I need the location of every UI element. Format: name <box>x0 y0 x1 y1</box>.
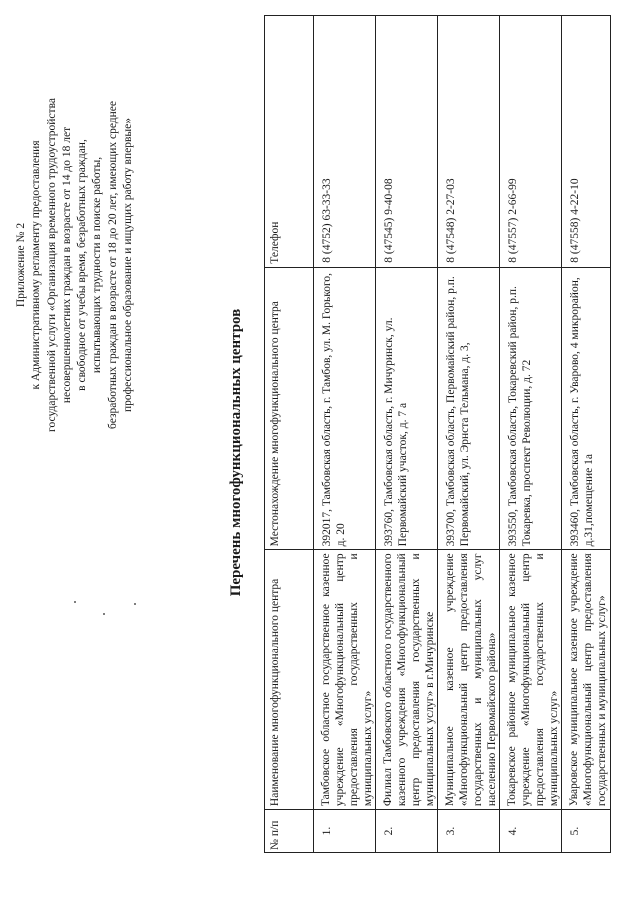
center-address: 392017, Тамбовская область, г. Тамбов, ул. М. Горького, д. 20 <box>314 267 376 550</box>
appendix-line: государственной услуги «Организация временного трудоустройства <box>45 98 58 432</box>
center-phone: 8 (47557) 2-66-99 <box>500 16 562 268</box>
scan-speck <box>103 613 105 615</box>
center-name: Уваровское муниципальное казенное учреждение «Многофункциональный центр предоставления государственных и муниципальных услуг» <box>562 550 611 810</box>
center-phone: 8 (47548) 2-27-03 <box>438 16 500 268</box>
column-header-name: Наименование многофункционального центра <box>265 550 314 810</box>
center-name: Филиал Тамбовского областного государственного казенного учреждения «Многофункциональный центр предоставления государственных и муниципальных услуг» в г.Мичуринске <box>376 550 438 810</box>
table-row <box>500 16 562 853</box>
table-row <box>438 16 500 853</box>
center-address: 393550, Тамбовская область, Токаревский район, р.п. Токаревка, проспект Революции, д. 72 <box>500 267 562 550</box>
row-number: 5. <box>562 810 611 853</box>
center-phone: 8 (47545) 9-40-08 <box>376 16 438 268</box>
page-title: Перечень многофункциональных центров <box>228 308 244 597</box>
appendix-line: профессиональное образование и ищущих работу впервые» <box>122 118 135 413</box>
row-number: 1. <box>314 810 376 853</box>
table-row <box>314 16 376 853</box>
center-address: 393460, Тамбовская область, г. Уварово, 4 микрорайон, д.31,помещение 1а <box>562 267 611 550</box>
center-address: 393700, Тамбовская область, Первомайский район, р.п. Первомайский, ул. Эрнста Тельмана, д. 3, <box>438 267 500 550</box>
appendix-line: испытывающих трудности в поиске работы, <box>91 156 104 374</box>
column-header-phone: Телефон <box>265 16 314 268</box>
table-row <box>562 16 611 853</box>
appendix-line: Приложение № 2 <box>15 222 27 308</box>
row-number: 3. <box>438 810 500 853</box>
row-number: 4. <box>500 810 562 853</box>
appendix-line: несовершеннолетних граждан в возрасте от 14 до 18 лет <box>60 126 73 404</box>
center-name: Муниципальное казенное учреждение «Многофункциональный центр предоставления государственных и муниципальных услуг населению Первомайского района» <box>438 550 500 810</box>
appendix-header <box>14 20 136 510</box>
center-address: 393760, Тамбовская область, г. Мичуринск, ул. Первомайский участок, д. 7 а <box>376 267 438 550</box>
scan-speck <box>134 603 136 605</box>
appendix-line: в свободное от учебы время, безработных граждан, <box>76 139 89 391</box>
center-phone: 8 (4752) 63-33-33 <box>314 16 376 268</box>
row-number: 2. <box>376 810 438 853</box>
scan-speck <box>74 601 76 603</box>
center-phone: 8 (47558) 4-22-10 <box>562 16 611 268</box>
column-header-number: № п/п <box>265 810 314 853</box>
center-name: Тамбовское областное государственное казенное учреждение «Многофункциональный центр предоставления государственных и муниципальных услуг» <box>314 550 376 810</box>
appendix-line: к Административному регламенту предоставления <box>30 140 43 390</box>
mfc-table <box>264 15 611 853</box>
table-header-row <box>265 16 314 853</box>
appendix-line: безработных граждан в возрасте от 18 до 20 лет, имеющих среднее <box>106 101 119 429</box>
table-row <box>376 16 438 853</box>
column-header-address: Местонахождение многофункционального центра <box>265 267 314 550</box>
center-name: Токаревское районное муниципальное казенное учреждение «Многофункциональный центр предоставления государственных и муниципальных услуг» <box>500 550 562 810</box>
